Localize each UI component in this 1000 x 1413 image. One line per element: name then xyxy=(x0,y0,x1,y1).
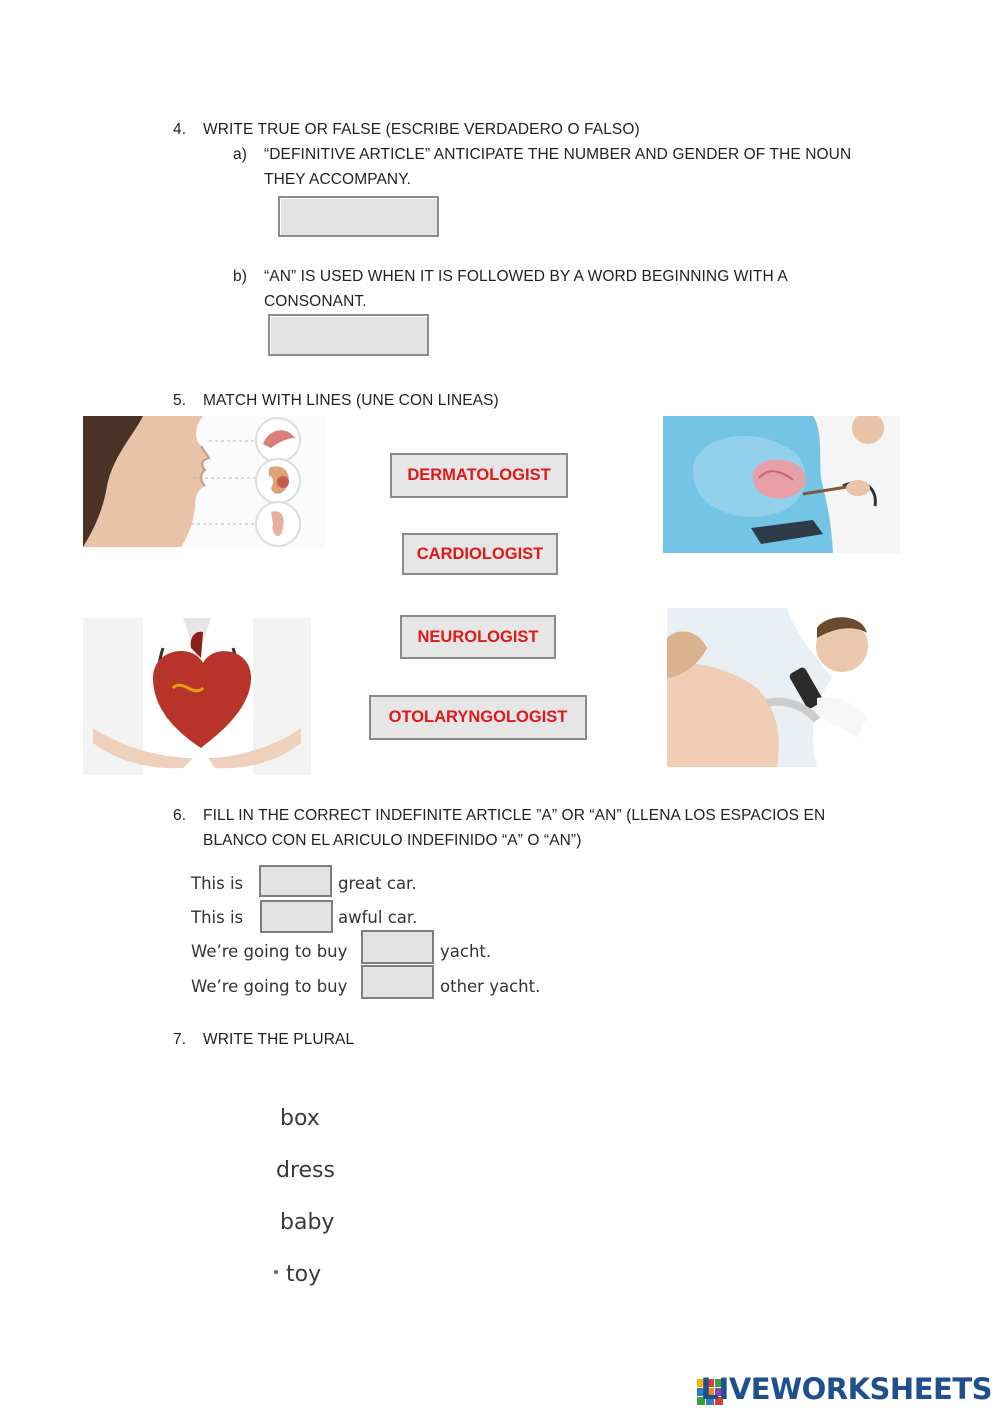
bullet-dot xyxy=(274,1270,278,1274)
q7-number: 7. xyxy=(173,1031,187,1048)
neurology-photo xyxy=(663,416,900,553)
sentence-3-blank[interactable] xyxy=(361,930,434,964)
q5-title: MATCH WITH LINES (UNE CON LINEAS) xyxy=(203,392,499,409)
sentence-4-before: We’re going to buy xyxy=(191,977,348,996)
ent-anatomy-photo xyxy=(83,416,325,547)
sentence-4-blank[interactable] xyxy=(361,965,434,999)
q6-instruction-line1: FILL IN THE CORRECT INDEFINITE ARTICLE ”A” OR “AN” (LLENA LOS ESPACIOS EN xyxy=(203,807,826,824)
liveworksheets-brand[interactable]: LIVEWORKSHEETS xyxy=(700,1372,992,1406)
q4b-statement-line2: CONSONANT. xyxy=(264,293,367,310)
q4a-statement-line1: “DEFINITIVE ARTICLE” ANTICIPATE THE NUMBER AND GENDER OF THE NOUN xyxy=(264,146,852,163)
plural-word-dress: dress xyxy=(276,1158,335,1183)
q5-number: 5. xyxy=(173,392,187,409)
label-neurologist[interactable]: NEUROLOGIST xyxy=(400,615,556,659)
sentence-2-before: This is xyxy=(191,908,244,927)
q4b-statement-line1: “AN” IS USED WHEN IT IS FOLLOWED BY A WORD BEGINNING WITH A xyxy=(264,268,788,285)
label-dermatologist[interactable]: DERMATOLOGIST xyxy=(390,453,568,498)
dermatology-photo xyxy=(667,608,914,767)
sentence-3-after: yacht. xyxy=(440,942,492,961)
sentence-3-before: We’re going to buy xyxy=(191,942,348,961)
plural-word-box: box xyxy=(280,1106,320,1131)
q4b-letter: b) xyxy=(233,268,247,285)
q4-title: WRITE TRUE OR FALSE (ESCRIBE VERDADERO O FALSO) xyxy=(203,121,640,138)
sentence-2-after: awful car. xyxy=(338,908,418,927)
plural-word-baby: baby xyxy=(280,1210,335,1235)
label-cardiologist[interactable]: CARDIOLOGIST xyxy=(402,533,558,575)
q4a-letter: a) xyxy=(233,146,247,163)
q6-instruction-line2: BLANCO CON EL ARICULO INDEFINIDO “A” O “AN”) xyxy=(203,832,582,849)
q6-number: 6. xyxy=(173,807,187,824)
sentence-4-after: other yacht. xyxy=(440,977,541,996)
q4-number: 4. xyxy=(173,121,187,138)
label-otolaryngologist[interactable]: OTOLARYNGOLOGIST xyxy=(369,695,587,740)
q7-title: WRITE THE PLURAL xyxy=(203,1031,355,1048)
sentence-1-before: This is xyxy=(191,874,244,893)
q4b-answer-box[interactable] xyxy=(268,314,429,356)
sentence-1-after: great car. xyxy=(338,874,417,893)
sentence-2-blank[interactable] xyxy=(260,900,333,933)
sentence-1-blank[interactable] xyxy=(259,865,332,897)
q4a-statement-line2: THEY ACCOMPANY. xyxy=(264,171,412,188)
plural-word-toy: toy xyxy=(286,1262,322,1287)
q4a-answer-box[interactable] xyxy=(278,196,439,237)
cardiology-photo xyxy=(83,618,311,775)
